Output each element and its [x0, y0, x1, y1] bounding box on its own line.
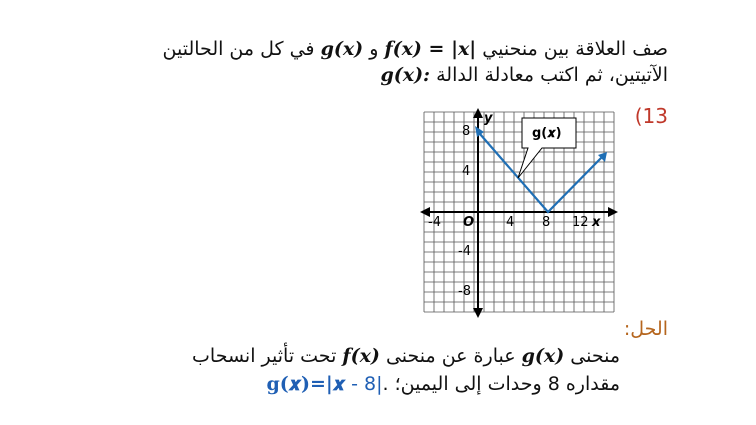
y-axis-label: y	[484, 111, 493, 126]
x-axis-arrow-right	[608, 207, 618, 217]
answer-prefix: g(𝒙)=|𝒙	[266, 373, 346, 395]
answer-rest: - 8|	[345, 373, 383, 395]
origin-label: O	[463, 215, 475, 230]
solution-line-2	[267, 373, 620, 395]
answer-equation	[267, 373, 389, 395]
x-tick-12: 12	[572, 215, 589, 230]
g-line-arrow-left	[475, 126, 484, 137]
question-line-2	[380, 62, 668, 88]
x-tick-neg4: -4	[428, 215, 441, 230]
question-line-2-text: الآتيتين، ثم اكتب معادلة الدالة	[436, 64, 668, 86]
solution-line-1	[192, 345, 620, 367]
x-tick-4: 4	[506, 215, 515, 230]
solution-text-3: تحت تأثير انسحاب	[192, 345, 337, 367]
coordinate-graph	[418, 106, 618, 321]
g-function-2: g(𝒙):	[380, 64, 431, 86]
answer-period: .	[382, 373, 389, 395]
y-tick-4: 4	[462, 164, 471, 179]
question-suffix: في كل من الحالتين	[162, 38, 315, 60]
solution-f: 𝒇(𝒙)	[342, 345, 380, 367]
solution-text-1: منحنى	[570, 345, 620, 367]
question-conj: و	[369, 38, 379, 60]
solution-label: الحل:	[623, 318, 668, 340]
question-line-1	[163, 36, 668, 62]
y-axis-arrow-up	[473, 108, 483, 118]
x-axis-label: x	[592, 215, 601, 230]
y-tick-8: 8	[462, 124, 471, 139]
x-tick-8: 8	[542, 215, 551, 230]
solution-g: g(𝒙)	[521, 345, 565, 367]
solution-text-4: مقداره 8 وحدات إلى اليمين؛	[394, 373, 620, 395]
y-tick-neg4: -4	[458, 244, 471, 259]
y-axis-arrow-down	[473, 308, 483, 318]
question-prefix: صف العلاقة بين منحنيي	[482, 38, 668, 60]
y-tick-neg8: -8	[458, 284, 471, 299]
g-function: g(𝒙)	[320, 38, 364, 60]
callout-label: g(𝒙)	[532, 126, 562, 141]
f-definition: 𝒇(𝒙) = |𝒙|	[384, 38, 477, 60]
problem-number: (13	[634, 104, 668, 128]
solution-text-2: عبارة عن منحنى	[385, 345, 516, 367]
